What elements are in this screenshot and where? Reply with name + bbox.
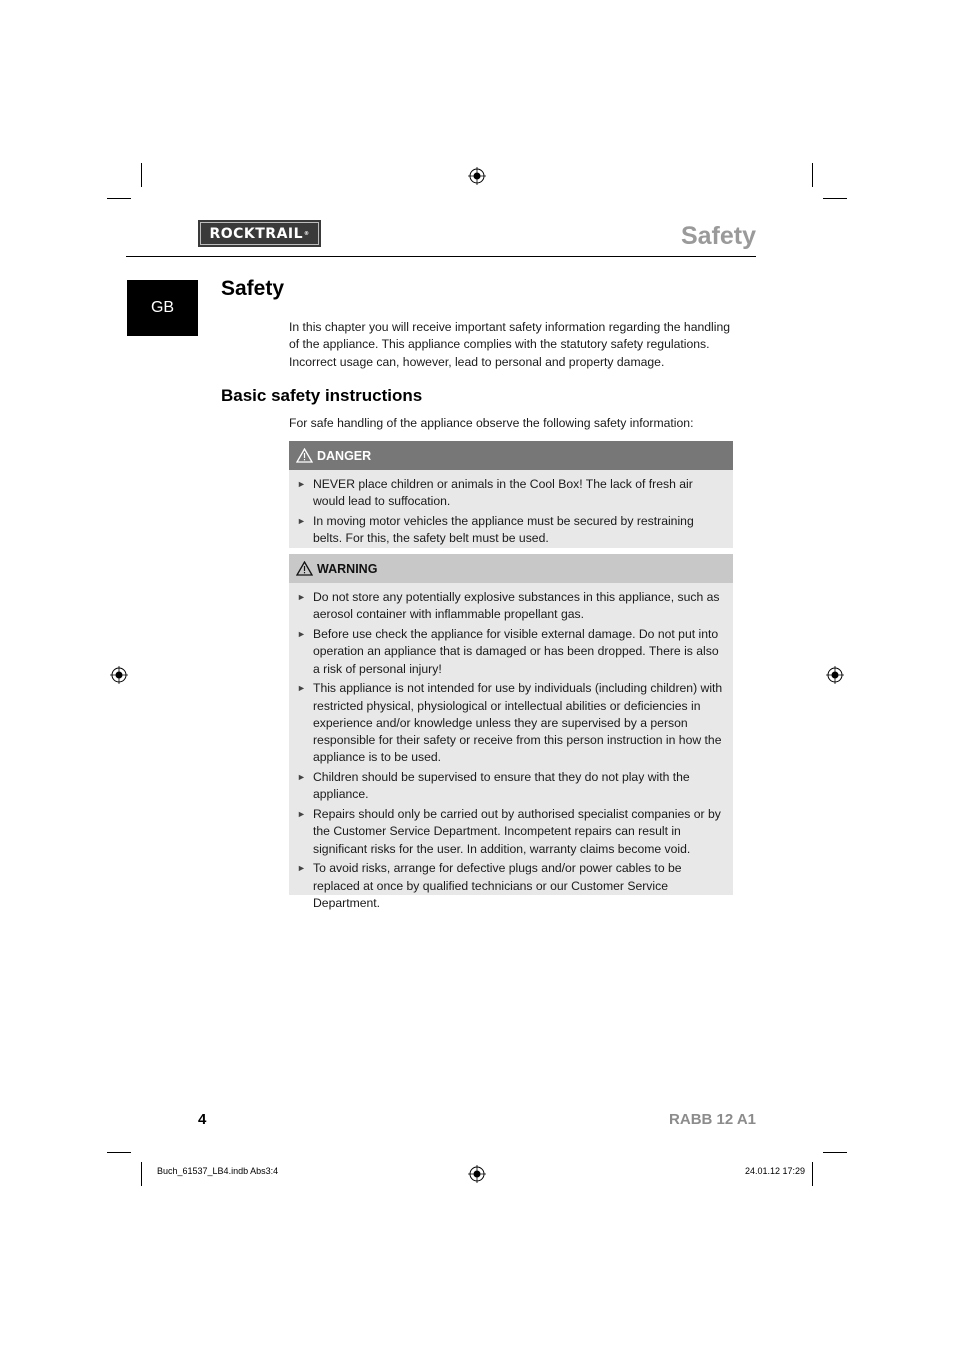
list-item: ► This appliance is not intended for use by individuals (including children) with restricted physical, physiological or intellectual abilities or deficiencies in experience and/or knowledge unless they are supervised by a person responsible for their safety or receive from this person instruction in how the appliance is to be used. — [297, 681, 723, 765]
crop-mark — [107, 198, 131, 199]
list-item: ► NEVER place children or animals in the Cool Box! The lack of fresh air would lead to suffocation. — [297, 477, 693, 509]
brand-logo — [198, 220, 321, 247]
crop-mark — [823, 1152, 847, 1153]
header-divider — [126, 256, 756, 257]
subintro-paragraph: For safe handling of the appliance observe the following safety information: — [289, 416, 694, 430]
danger-header — [289, 441, 733, 470]
bullet-arrow-icon: ► — [297, 479, 306, 489]
list-item: ► Do not store any potentially explosive substances in this appliance, such as aerosol container with inflammable propellant gas. — [297, 590, 720, 622]
warning-label: WARNING — [317, 561, 378, 576]
print-slug-left: Buch_61537_LB4.indb Abs3:4 — [157, 1166, 279, 1176]
list-item: ► Repairs should only be carried out by authorised specialist companies or by the Customer Service Department. Incompetent repairs can result in significant risks for the user. In addition, warranty claims become void. — [297, 807, 721, 856]
crop-mark — [823, 198, 847, 199]
bullet-arrow-icon: ► — [297, 592, 306, 602]
warning-triangle-icon — [296, 561, 313, 576]
registration-mark-icon — [826, 666, 844, 684]
language-tab: GB — [127, 280, 198, 336]
warning-list — [289, 583, 733, 919]
list-item: ► To avoid risks, arrange for defective plugs and/or power cables to be replaced at once by qualified technicians or our Customer Service Department. — [297, 861, 682, 910]
bullet-arrow-icon: ► — [297, 772, 306, 783]
danger-list — [289, 470, 733, 554]
list-item: ► In moving motor vehicles the appliance must be secured by restraining belts. For this, the safety belt must be used. — [297, 514, 694, 546]
page-number: 4 — [198, 1111, 207, 1128]
warning-header — [289, 554, 733, 583]
page-title: Safety — [221, 277, 285, 300]
danger-box — [289, 441, 733, 548]
bullet-arrow-icon: ► — [297, 809, 306, 820]
registration-mark-icon — [110, 666, 128, 684]
crop-mark — [141, 163, 142, 187]
list-item: ► Children should be supervised to ensure that they do not play with the appliance. — [297, 770, 690, 802]
bullet-arrow-icon: ► — [297, 863, 306, 874]
section-subheading: Basic safety instructions — [221, 386, 423, 405]
bullet-arrow-icon: ► — [297, 629, 306, 640]
warning-box — [289, 554, 733, 910]
crop-mark — [107, 1152, 131, 1153]
brand-registered-mark: ® — [304, 230, 310, 237]
list-item: ► Before use check the appliance for visible external damage. Do not put into operation an appliance that is damaged or has been dropped. There is also a risk of personal injury! — [297, 627, 719, 676]
intro-paragraph: In this chapter you will receive important safety information regarding the handling of the appliance. This appliance complies with the statutory safety regulations. Incorrect usage can, however, lead to personal and property damage. — [289, 320, 731, 369]
print-slug-right: 24.01.12 17:29 — [744, 1166, 805, 1176]
header-section-title: Safety — [680, 222, 756, 250]
registration-mark-icon — [468, 1165, 486, 1183]
bullet-arrow-icon: ► — [297, 683, 306, 694]
crop-mark — [812, 163, 813, 187]
crop-mark — [141, 1162, 142, 1186]
bullet-arrow-icon: ► — [297, 516, 306, 527]
brand-name: ROCKTRAIL — [209, 225, 304, 242]
warning-triangle-icon — [296, 448, 313, 463]
model-number: RABB 12 A1 — [669, 1111, 756, 1128]
registration-mark-icon — [468, 167, 486, 185]
crop-mark — [812, 1162, 813, 1186]
danger-label: DANGER — [317, 448, 372, 463]
